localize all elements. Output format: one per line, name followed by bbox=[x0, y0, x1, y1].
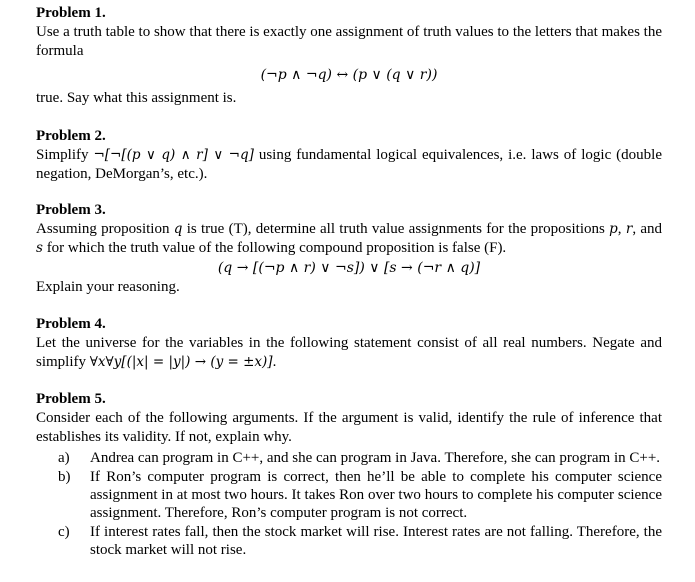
problem-3 bbox=[36, 201, 662, 297]
text-segment: , and bbox=[632, 221, 663, 237]
problem-5 bbox=[36, 390, 662, 559]
text-segment: Assuming proposition bbox=[36, 221, 174, 237]
inline-formula: ∀x∀y[(|x| = |y|) → (y = ±x)] bbox=[89, 354, 273, 370]
text-segment: is true (T), determine all truth value assignments for the propositions bbox=[182, 221, 610, 237]
var-p: p bbox=[609, 221, 618, 237]
argument-list bbox=[36, 449, 662, 559]
var-r: r bbox=[625, 221, 633, 237]
inline-formula: ¬[¬[(p ∨ q) ∧ r] ∨ ¬q] bbox=[93, 147, 254, 163]
problem-title: Problem 4. bbox=[36, 316, 106, 332]
var-q: q bbox=[173, 221, 183, 237]
text-segment: using fundamental logical equivalences, i.e. laws of logic (double negation, DeMorgan’s, etc.). bbox=[36, 147, 662, 182]
item-marker: a) bbox=[58, 450, 70, 466]
problem-text-after: Explain your reasoning. bbox=[36, 279, 180, 295]
document bbox=[36, 4, 662, 560]
list-item bbox=[36, 523, 662, 559]
problem-text bbox=[36, 334, 662, 372]
var-s: s bbox=[36, 240, 43, 256]
item-text: Andrea can program in C++, and she can program in Java. Therefore, she can program in C++. bbox=[90, 450, 661, 466]
problem-text bbox=[36, 146, 662, 184]
text-segment: . bbox=[272, 354, 277, 370]
text-segment: , bbox=[617, 221, 626, 237]
problem-title: Problem 5. bbox=[36, 391, 106, 407]
item-text: If interest rates fall, then the stock market will rise. Interest rates are not falling. Therefore, the stock market will not rise. bbox=[90, 524, 662, 558]
problem-title: Problem 2. bbox=[36, 128, 106, 144]
item-text: If Ron’s computer program is correct, then he’ll be able to complete his computer science assignment in at most two hours. It takes Ron over two hours to complete his computer science assignment. Therefore, Ron’s computer program is not correct. bbox=[90, 469, 662, 521]
formula: (q → [(¬p ∧ r) ∨ ¬s]) ∨ [s → (¬r ∧ q)] bbox=[217, 260, 481, 276]
problem-title: Problem 1. bbox=[36, 5, 106, 21]
text-segment: for which the truth value of the following compound proposition is false (F). bbox=[42, 240, 507, 256]
item-marker: c) bbox=[58, 524, 70, 540]
text-segment: Let the universe for the variables in the following statement consist of all real numbers. Negate and simplify bbox=[36, 335, 662, 370]
problem-title: Problem 3. bbox=[36, 202, 106, 218]
item-marker: b) bbox=[58, 469, 71, 485]
problem-text bbox=[36, 220, 662, 258]
list-item bbox=[36, 449, 662, 467]
formula: (¬p ∧ ¬q) ↔ (p ∨ (q ∨ r)) bbox=[260, 67, 438, 83]
list-item bbox=[36, 468, 662, 522]
problem-text-after: true. Say what this assignment is. bbox=[36, 90, 237, 106]
problem-text: Consider each of the following arguments. If the argument is valid, identify the rule of inference that establishes its validity. If not, explain why. bbox=[36, 410, 662, 445]
problem-2 bbox=[36, 127, 662, 184]
problem-4 bbox=[36, 315, 662, 372]
text-segment: Simplify bbox=[36, 147, 94, 163]
problem-text: Use a truth table to show that there is exactly one assignment of truth values to the letters that makes the formula bbox=[36, 24, 662, 59]
problem-1 bbox=[36, 4, 662, 108]
